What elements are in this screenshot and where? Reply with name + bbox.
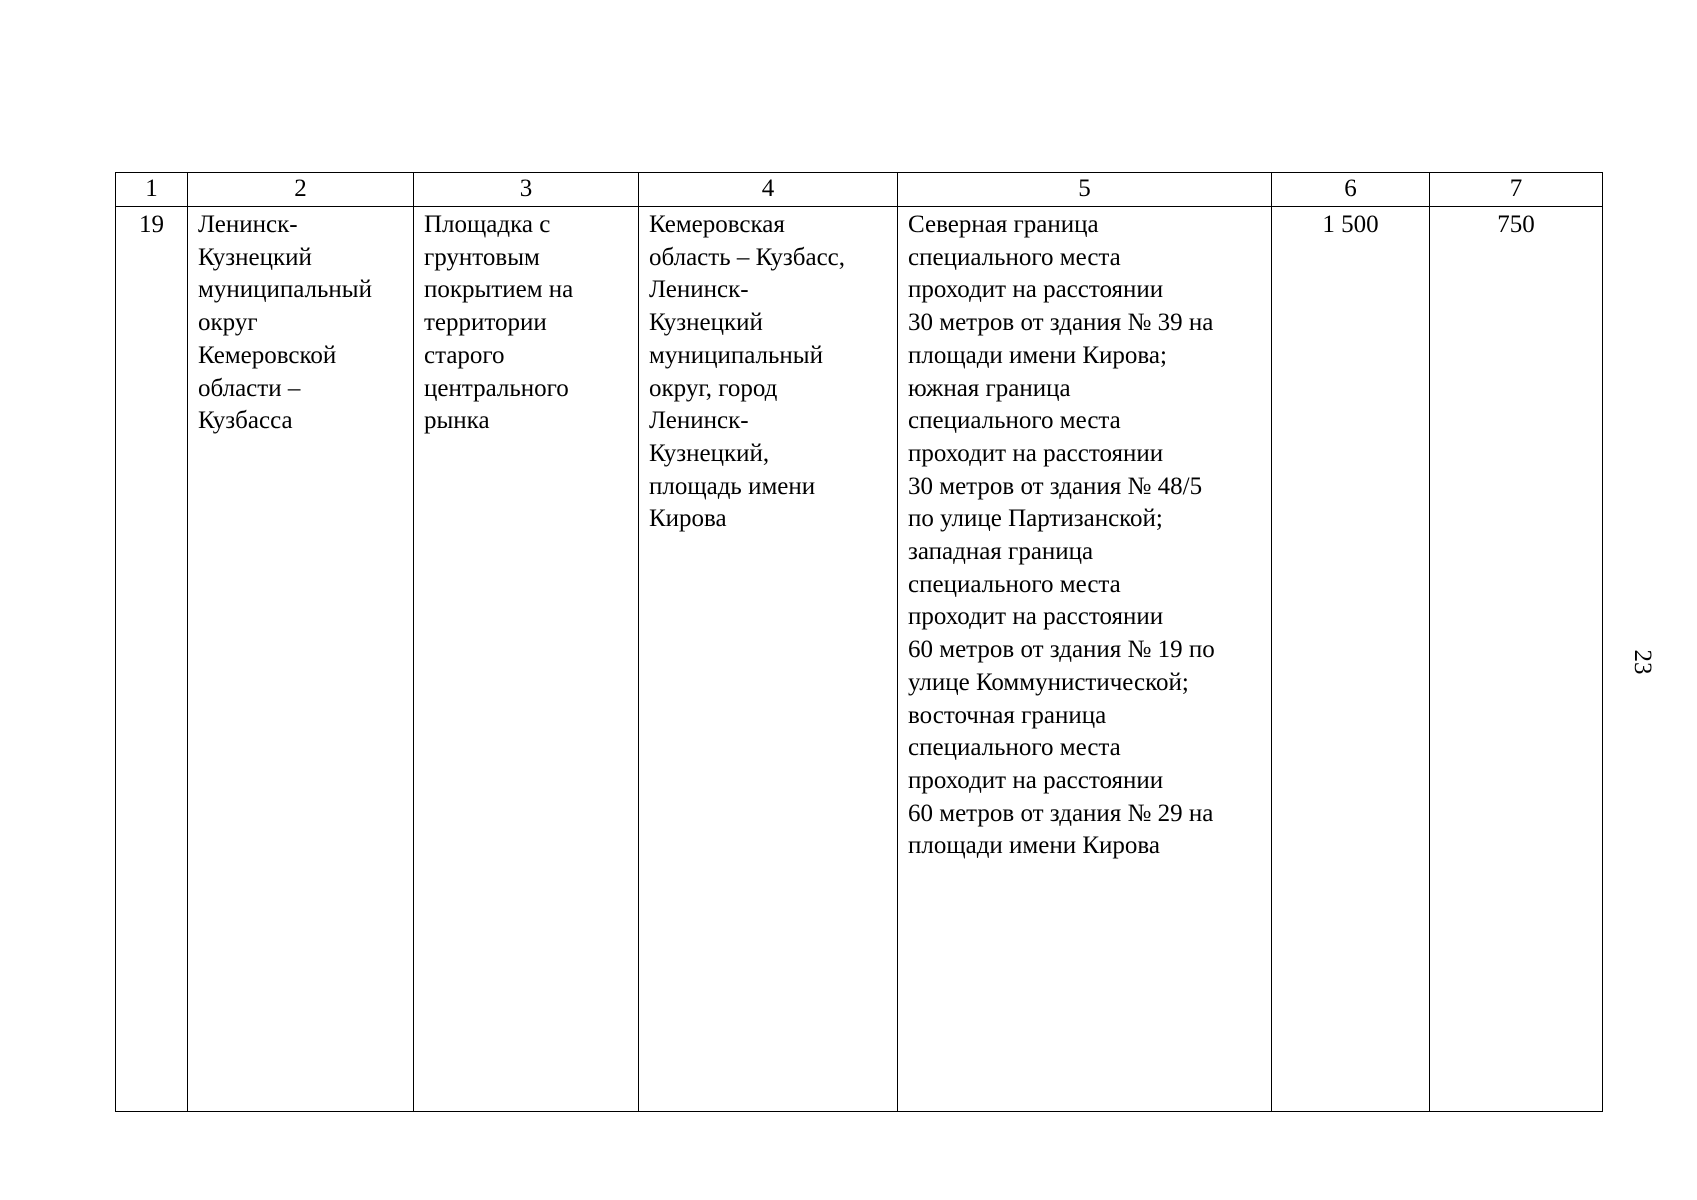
column-number-3: 3 — [414, 173, 639, 207]
cell-text-line: Кемеровской — [198, 341, 337, 369]
cell-text-line: восточная граница — [908, 701, 1107, 729]
cell-text-line: площадь имени — [649, 472, 816, 500]
cell-text-line: специального места — [908, 570, 1121, 598]
cell-text-line: Площадка с — [424, 211, 551, 238]
cell-text-line: Кузбасса — [198, 407, 293, 435]
column-number-5: 5 — [898, 173, 1272, 207]
municipality-cell — [188, 207, 414, 1112]
boundaries-cell — [898, 207, 1272, 1112]
cell-text-line: области – — [198, 374, 301, 402]
column-number-1: 1 — [116, 173, 188, 207]
cell-text-line: муниципальный — [649, 341, 823, 369]
cell-text-line: территории — [424, 309, 547, 337]
column-number-row — [116, 173, 1603, 207]
cell-text-line: специального места — [908, 734, 1121, 762]
row-number-cell: 19 — [116, 207, 188, 1112]
cell-text-line: область – Кузбасс, — [649, 243, 846, 271]
cell-text-line: округ, город — [649, 374, 778, 402]
cell-text-line: округ — [198, 309, 258, 337]
cell-text-line: 30 метров от здания № 39 на — [908, 309, 1214, 337]
cell-text-line: площади имени Кирова; — [908, 341, 1167, 369]
value-cell-col6: 1 500 — [1272, 207, 1430, 1112]
cell-text-line: 60 метров от здания № 29 на — [908, 799, 1214, 827]
column-number-6: 6 — [1272, 173, 1430, 207]
cell-text-line: проходит на расстоянии — [908, 766, 1164, 794]
address-cell — [639, 207, 898, 1112]
table-row — [116, 207, 1603, 1112]
cell-text-line: специального места — [908, 243, 1121, 271]
cell-text-line: Ленинск- — [649, 276, 749, 304]
cell-text-line: грунтовым — [424, 243, 540, 271]
cell-text-line: покрытием на — [424, 276, 574, 304]
cell-text-line: Кирова — [649, 505, 727, 533]
cell-text-line: специального места — [908, 407, 1121, 435]
cell-text-line: 60 метров от здания № 19 по — [908, 636, 1215, 664]
value-cell-col7: 750 — [1430, 207, 1603, 1112]
cell-text-line: Ленинск- — [198, 211, 298, 238]
cell-text-line: южная граница — [908, 374, 1071, 402]
cell-text-line: улице Коммунистической; — [908, 668, 1189, 696]
column-number-2: 2 — [188, 173, 414, 207]
cell-text-line: площади имени Кирова — [908, 832, 1160, 860]
cell-text-line: центрального — [424, 374, 569, 402]
cell-text-line: по улице Партизанской; — [908, 505, 1163, 533]
boundaries-table — [115, 172, 1603, 1112]
cell-text-line: Кузнецкий — [198, 243, 312, 271]
cell-text-line: муниципальный — [198, 276, 372, 304]
cell-text-line: Ленинск- — [649, 407, 749, 435]
cell-text-line: Северная граница — [908, 211, 1099, 238]
cell-text-line: старого — [424, 341, 505, 369]
cell-text-line: проходит на расстоянии — [908, 276, 1164, 304]
page-number: 23 — [1629, 649, 1656, 675]
cell-text-line: проходит на расстоянии — [908, 439, 1164, 467]
column-number-7: 7 — [1430, 173, 1603, 207]
site-description-cell — [414, 207, 639, 1112]
column-number-4: 4 — [639, 173, 898, 207]
cell-text-line: Кузнецкий, — [649, 439, 770, 467]
cell-text-line: западная граница — [908, 538, 1094, 566]
cell-text-line: проходит на расстоянии — [908, 603, 1164, 631]
cell-text-line: 30 метров от здания № 48/5 — [908, 472, 1203, 500]
cell-text-line: Кузнецкий — [649, 309, 763, 337]
cell-text-line: Кемеровская — [649, 211, 785, 238]
cell-text-line: рынка — [424, 407, 490, 435]
